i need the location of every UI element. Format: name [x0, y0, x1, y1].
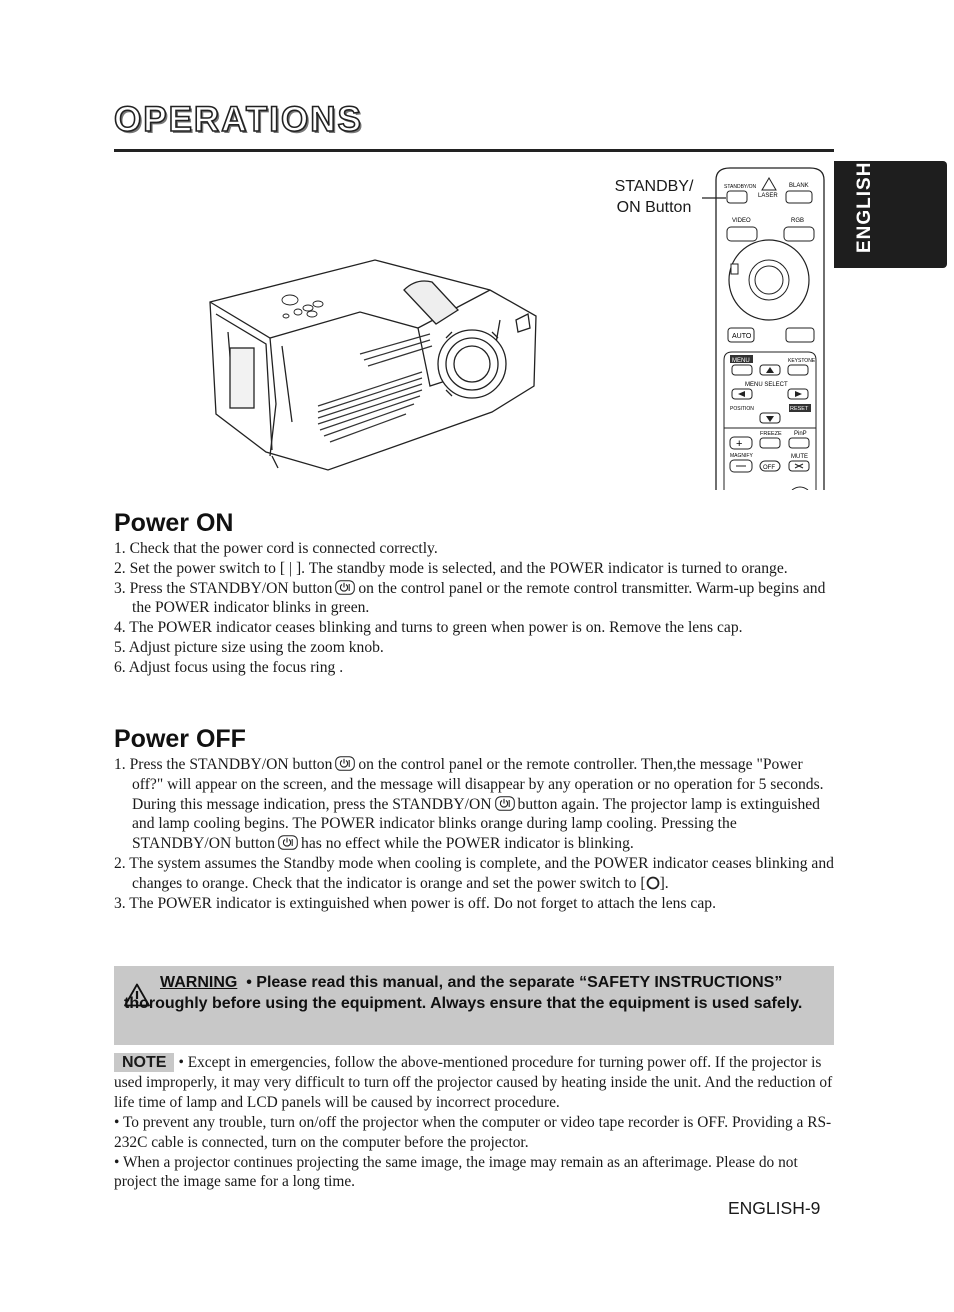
warning-text: [124, 973, 824, 1014]
remote-blank-button: [786, 191, 812, 203]
step-text: 2. The system assumes the Standby mode when cooling is complete, and the POWER indicator ceases blinking and changes to orange. Check that the indicator is orange and set the power switch to [: [114, 854, 834, 892]
standby-button-callout: [600, 176, 708, 218]
remote-blank-label: BLANK: [789, 183, 809, 189]
warning-box: [114, 966, 834, 1045]
step-text: button again. The projector lamp is extinguished and lamp cooling begins. The POWER indicator blinks orange during lamp cooling. Pressing the STANDBY/ON button: [132, 795, 820, 853]
remote-standby-label: STANDBY/ON: [724, 184, 757, 190]
power-on-step: 4. The POWER indicator ceases blinking and turns to green when power is on. Remove the lens cap.: [114, 619, 743, 637]
note-label: NOTE: [114, 1053, 174, 1072]
step-text: 3. Press the STANDBY/ON button: [114, 579, 333, 597]
step-text: 1. Press the STANDBY/ON button: [114, 756, 333, 773]
warning-label: WARNING: [160, 974, 238, 991]
power-off-symbol-icon: [646, 876, 660, 890]
power-on-heading: Power ON: [114, 509, 234, 537]
remote-freeze-label: FREEZE: [760, 431, 782, 437]
standby-power-icon: [335, 580, 355, 595]
callout-line-2: ON Button: [616, 199, 692, 216]
title-rule: [114, 149, 834, 152]
projector-illustration: [200, 254, 545, 476]
remote-rgb-label: RGB: [791, 218, 805, 224]
power-on-step: 1. Check that the power cord is connected correctly.: [114, 540, 438, 557]
power-off-step: [114, 854, 834, 894]
note-paragraph: • When a projector continues projecting the same image, the image may remain as an afterimage. Please do not project the image same for a long time.: [114, 1153, 798, 1191]
power-on-step: 6. Adjust focus using the focus ring .: [114, 658, 344, 676]
remote-menu-label: MENU: [732, 358, 750, 364]
remote-mute-label: MUTE: [791, 454, 808, 460]
svg-text:+: +: [736, 438, 743, 450]
remote-off-label: OFF: [763, 465, 775, 471]
remote-menu-select-label: MENU SELECT: [745, 382, 788, 388]
page-number: ENGLISH-9: [728, 1198, 821, 1218]
remote-keystone-label: KEYSTONE: [788, 358, 816, 364]
standby-power-icon: [335, 756, 355, 771]
remote-video-label: VIDEO: [732, 218, 751, 224]
remote-standby-button: [727, 191, 747, 203]
step-text: on the control panel or the remote controller. Then,the message "Power off?" will appear on the screen, and the message will disappear by any operation or no operation for 5 seconds. During this message indication, press the STANDBY/ON: [132, 756, 824, 813]
note-text: • Except in emergencies, follow the above-mentioned procedure for turning power off. If the projector is used improperly, it may very difficult to turn off the projector caused by heating inside the unit. And the reduction of life time of lamp and LCD panels will be caused by incorrect procedure.: [114, 1054, 833, 1111]
power-on-step: 2. Set the power switch to [ | ]. The standby mode is selected, and the POWER indicator is turned to orange.: [114, 559, 788, 577]
note-block: [114, 1053, 838, 1192]
remote-pinp-label: PinP: [794, 431, 807, 437]
remote-reset-label: RESET: [790, 406, 809, 412]
warning-message: • Please read this manual, and the separate “SAFETY INSTRUCTIONS” thoroughly before using the equipment. Always ensure that the equipment is used safely.: [124, 974, 803, 1012]
remote-position-label: POSITION: [730, 406, 754, 412]
note-paragraph: • To prevent any trouble, turn on/off the projector when the computer or video tape recorder is OFF. Providing a RS-232C cable is connected, turn on the computer before the projector.: [114, 1113, 832, 1151]
step-text: on the control panel or the remote control transmitter. Warm-up begins and the POWER indicator blinks in green.: [132, 579, 826, 617]
note-paragraph: [114, 1053, 838, 1113]
power-off-steps: [114, 755, 834, 913]
remote-magnify-label: MAGNIFY: [730, 453, 753, 459]
language-tab-label: ENGLISH: [854, 161, 875, 253]
power-on-step: 5. Adjust picture size using the zoom knob.: [114, 638, 384, 656]
remote-auto-label: AUTO: [732, 333, 752, 340]
page-title: OPERATIONS: [114, 100, 363, 139]
power-on-step: [114, 579, 834, 619]
power-off-heading: Power OFF: [114, 725, 246, 753]
language-tab: [834, 161, 947, 268]
remote-laser-label: LASER: [758, 193, 778, 199]
step-text: has no effect while the POWER indicator is blinking.: [301, 835, 634, 853]
power-off-step: [114, 755, 834, 854]
standby-power-icon: [278, 835, 298, 850]
remote-control-illustration: [700, 162, 835, 490]
standby-power-icon: [495, 796, 515, 811]
power-on-steps: [114, 539, 834, 678]
step-text: ].: [659, 874, 669, 892]
callout-line-1: STANDBY/: [614, 178, 694, 195]
power-off-step: 3. The POWER indicator is extinguished when power is off. Do not forget to attach the lens cap.: [114, 894, 716, 912]
